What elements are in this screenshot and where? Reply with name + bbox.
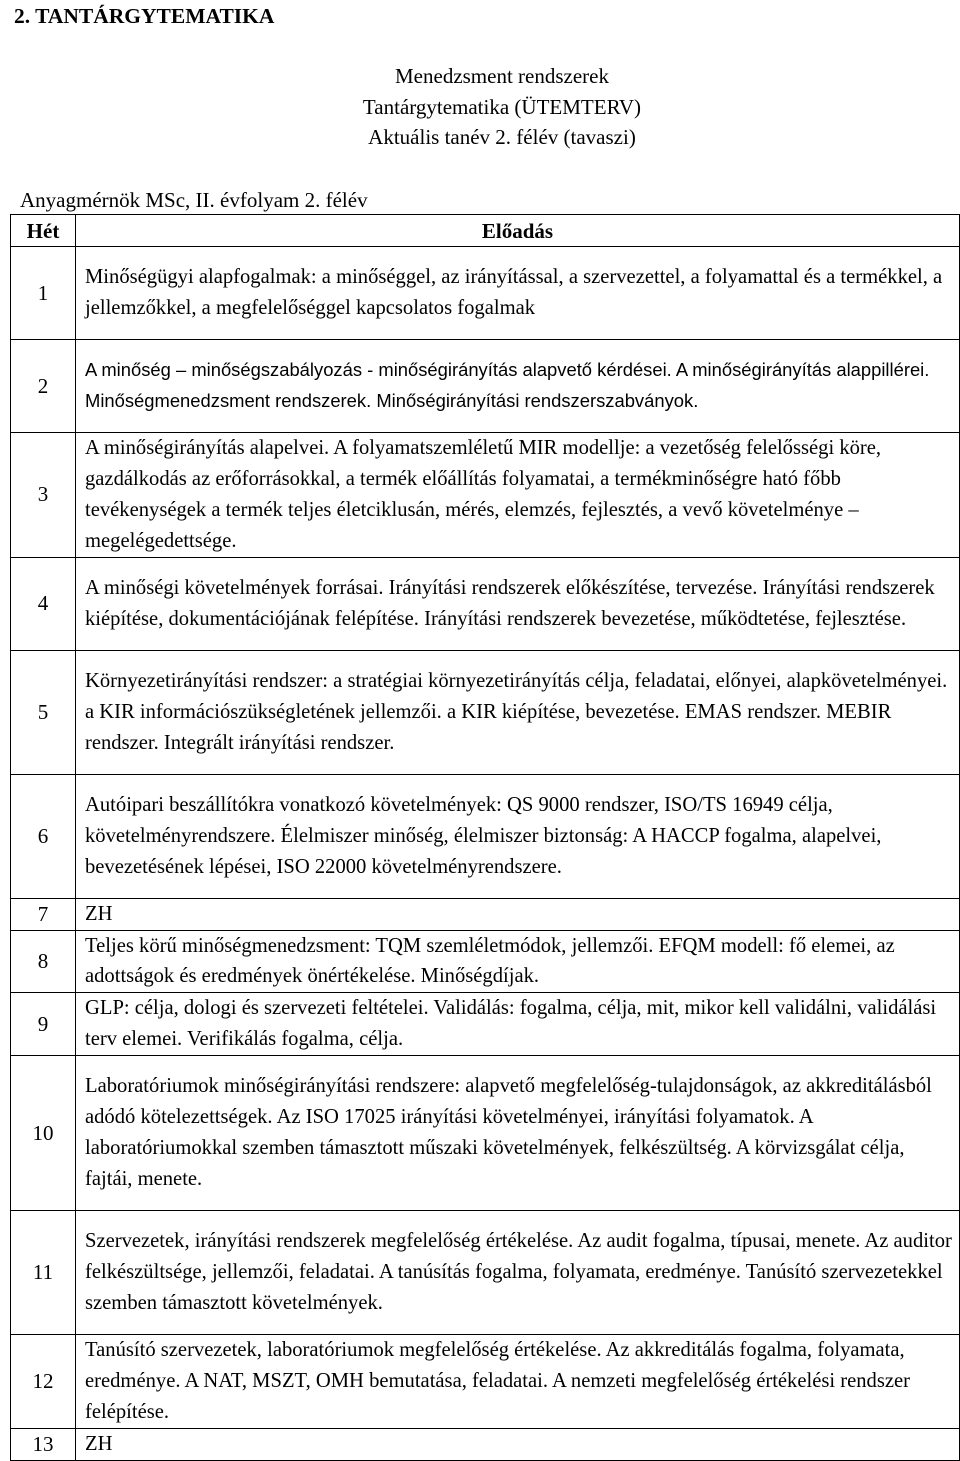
subject-name: Menedzsment rendszerek bbox=[395, 64, 609, 88]
table-row bbox=[11, 650, 960, 774]
lecture-topic: Autóipari beszállítókra vonatkozó követelmények: QS 9000 rendszer, ISO/TS 16949 célja, követelményrendszere. Élelmiszer minőség, élelmiszer biztonság: A HACCP fogalma, alapelvei, bevezetésének lépései, ISO 22000 követelményrendszere. bbox=[76, 774, 960, 898]
table-row bbox=[11, 1211, 960, 1335]
lecture-topic: ZH bbox=[76, 898, 960, 930]
lecture-topic: Teljes körű minőségmenedzsment: TQM szemléletmódok, jellemzői. EFQM modell: fő elemei, az adottságok és eredmények önértékelése. Minőségdíjak. bbox=[76, 930, 960, 993]
table-row bbox=[11, 557, 960, 650]
week-number: 8 bbox=[11, 930, 76, 993]
lecture-topic: Tanúsító szervezetek, laboratóriumok megfelelőség értékelése. Az akkreditálás fogalma, folyamata, eredménye. A NAT, MSZT, OMH bemutatása, feladatai. A nemzeti megfelelőség értékelési rendszer felépítése. bbox=[76, 1335, 960, 1429]
table-row bbox=[11, 993, 960, 1056]
week-number: 2 bbox=[11, 340, 76, 433]
week-number: 6 bbox=[11, 774, 76, 898]
lecture-topic: GLP: célja, dologi és szervezeti feltételei. Validálás: fogalma, célja, mit, mikor kell validálni, validálási terv elemei. Verifikálás fogalma, célja. bbox=[76, 993, 960, 1056]
table-row bbox=[11, 1056, 960, 1211]
document-type: Tantárgytematika (ÜTEMTERV) bbox=[362, 94, 642, 119]
week-number: 3 bbox=[11, 433, 76, 558]
table-row bbox=[11, 1428, 960, 1460]
week-number: 11 bbox=[11, 1211, 76, 1335]
section-title: 2. TANTÁRGYTEMATIKA bbox=[14, 4, 275, 28]
syllabus-table bbox=[10, 214, 960, 1461]
subject-header bbox=[0, 61, 960, 153]
table-row bbox=[11, 340, 960, 433]
table-row bbox=[11, 898, 960, 930]
lecture-topic: A minőségirányítás alapelvei. A folyamatszemléletű MIR modellje: a vezetőség felelősségi köre, gazdálkodás az erőforrásokkal, a termék előállítás folyamatai, a termékminőségre ható főbb tevékenységek a termék teljes életciklusán, mérés, elemzés, fejlesztés, a vevő követelménye – megelégedettsége. bbox=[76, 433, 960, 558]
week-number: 9 bbox=[11, 993, 76, 1056]
table-row bbox=[11, 1335, 960, 1429]
lecture-topic: A minőségi követelmények forrásai. Irányítási rendszerek előkészítése, tervezése. Irányítási rendszerek kiépítése, dokumentációjának felépítése. Irányítási rendszerek bevezetése, működtetése, fejlesztése. bbox=[76, 557, 960, 650]
week-number: 12 bbox=[11, 1335, 76, 1429]
program-info: Anyagmérnök MSc, II. évfolyam 2. félév bbox=[20, 188, 368, 212]
lecture-topic: Szervezetek, irányítási rendszerek megfelelőség értékelése. Az audit fogalma, típusai, menete. Az auditor felkészültsége, jellemzői, feladatai. A tanúsítás fogalma, folyamata, eredménye. Tanúsító szervezetekkel szemben támasztott követelmények. bbox=[76, 1211, 960, 1335]
lecture-topic: Minőségügyi alapfogalmak: a minőséggel, az irányítással, a szervezettel, a folyamattal és a termékkel, a jellemzőkkel, a megfelelőséggel kapcsolatos fogalmak bbox=[76, 247, 960, 340]
header-week: Hét bbox=[11, 215, 76, 247]
table-header-row bbox=[11, 215, 960, 247]
week-number: 5 bbox=[11, 650, 76, 774]
lecture-topic: ZH bbox=[76, 1428, 960, 1460]
lecture-topic: Környezetirányítási rendszer: a stratégiai környezetirányítás célja, feladatai, előnyei, alapkövetelményei. a KIR információszükségletének jellemzői. a KIR kiépítése, bevezetése. EMAS rendszer. MEBIR rendszer. Integrált irányítási rendszer. bbox=[76, 650, 960, 774]
lecture-topic: A minőség – minőségszabályozás - minőségirányítás alapvető kérdései. A minőségirányítás alappillérei. Minőségmenedzsment rendszerek. Minőségirányítási rendszerszabványok. bbox=[76, 340, 960, 433]
lecture-topic: Laboratóriumok minőségirányítási rendszere: alapvető megfelelőség-tulajdonságok, az akkreditálásból adódó kötelezettségek. Az ISO 17025 irányítási követelményei, irányítási folyamatok. A laboratóriumokkal szemben támasztott műszaki követelmények, felkészültség. A körvizsgálat célja, fajtái, menete. bbox=[76, 1056, 960, 1211]
table-row bbox=[11, 930, 960, 993]
week-number: 13 bbox=[11, 1428, 76, 1460]
week-number: 10 bbox=[11, 1056, 76, 1211]
table-row bbox=[11, 247, 960, 340]
week-number: 7 bbox=[11, 898, 76, 930]
header-lecture: Előadás bbox=[76, 215, 960, 247]
week-number: 4 bbox=[11, 557, 76, 650]
table-row bbox=[11, 774, 960, 898]
week-number: 1 bbox=[11, 247, 76, 340]
academic-term: Aktuális tanév 2. félév (tavaszi) bbox=[368, 125, 636, 149]
table-row bbox=[11, 433, 960, 558]
